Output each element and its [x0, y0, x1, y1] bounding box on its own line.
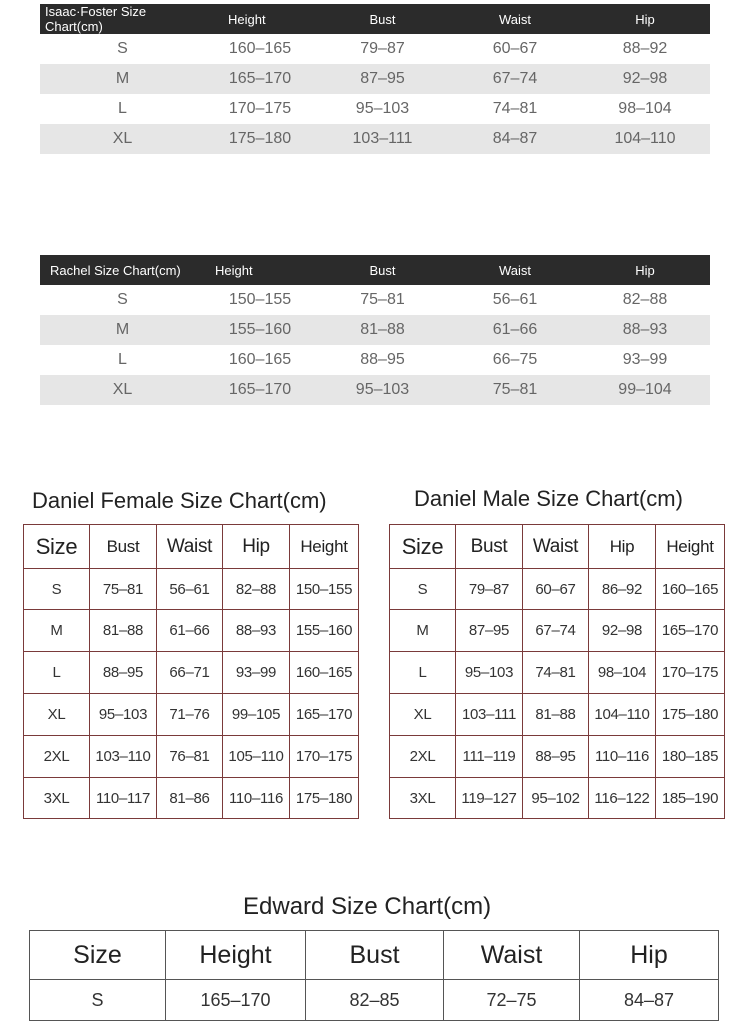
table-cell: 3XL	[24, 778, 90, 819]
table-cell: 88–95	[360, 351, 405, 368]
table-cell: 110–116	[223, 778, 290, 819]
column-header: Size	[30, 931, 166, 980]
daniel-female-title: Daniel Female Size Chart(cm)	[32, 488, 327, 513]
table-cell: 93–99	[622, 351, 668, 368]
table-cell: 150–155	[228, 291, 292, 308]
column-header: Bust	[90, 525, 157, 569]
table-cell: 175–180	[205, 124, 315, 154]
table-cell: XL	[24, 694, 90, 736]
table-cell: 60–67	[492, 40, 538, 57]
table-cell: 95–103	[355, 100, 410, 117]
table-cell: S	[30, 980, 166, 1021]
table-row	[390, 736, 725, 778]
column-header: Hip	[589, 525, 656, 569]
table-row	[390, 778, 725, 819]
table-cell: M	[40, 315, 205, 345]
table-cell: 82–88	[622, 291, 668, 308]
table-row	[40, 345, 710, 375]
table-cell: 165–170	[656, 610, 725, 652]
table-cell: 74–81	[523, 652, 589, 694]
column-header: Bust	[456, 525, 523, 569]
table-row	[390, 652, 725, 694]
table-cell: XL	[40, 124, 205, 154]
table-cell: 88–95	[523, 736, 589, 778]
column-header: Hip	[580, 931, 719, 980]
table-cell: 95–103	[315, 375, 450, 405]
table-cell: 98–104	[618, 100, 672, 117]
table-cell: L	[24, 652, 90, 694]
table-cell: 56–61	[157, 569, 223, 610]
table-row	[24, 736, 359, 778]
table-cell: 170–175	[656, 652, 725, 694]
column-header: Waist	[523, 525, 589, 569]
table-cell: 93–99	[223, 652, 290, 694]
column-header: Hip	[580, 255, 710, 285]
table-cell: XL	[40, 375, 205, 405]
table-cell: 67–74	[450, 64, 580, 94]
table-cell: S	[390, 569, 456, 610]
table-row	[24, 778, 359, 819]
table-cell: 67–74	[523, 610, 589, 652]
table-cell: 95–102	[523, 778, 589, 819]
table-cell: M	[24, 610, 90, 652]
table-cell: 119–127	[456, 778, 523, 819]
table-cell: 86–92	[589, 569, 656, 610]
column-header: Bust	[306, 931, 444, 980]
table-cell: 61–66	[157, 610, 223, 652]
column-header: Height	[166, 931, 306, 980]
table-cell: L	[118, 100, 127, 117]
table-row	[390, 569, 725, 610]
table-cell: 116–122	[589, 778, 656, 819]
table-cell: 82–88	[223, 569, 290, 610]
table-cell: 103–110	[90, 736, 157, 778]
table-cell: 81–88	[90, 610, 157, 652]
table-row	[40, 315, 710, 345]
table-cell: 2XL	[24, 736, 90, 778]
table-cell: 61–66	[450, 315, 580, 345]
table-cell: S	[117, 40, 128, 57]
table-cell: 160–165	[290, 652, 359, 694]
column-header: Height	[290, 525, 359, 569]
table-cell: 155–160	[290, 610, 359, 652]
table-cell: 160–165	[228, 40, 292, 57]
table-cell: 92–98	[589, 610, 656, 652]
table-row	[30, 980, 719, 1021]
edward-size-table	[29, 930, 719, 1021]
table-cell: 150–155	[290, 569, 359, 610]
table-cell: 99–104	[580, 375, 710, 405]
column-header: Hip	[580, 4, 710, 34]
table-header-row	[40, 255, 710, 285]
table-row	[40, 64, 710, 94]
table-row	[24, 569, 359, 610]
table-row	[390, 610, 725, 652]
table-header-row	[40, 4, 710, 34]
table-cell: 170–175	[290, 736, 359, 778]
column-header: Size	[390, 525, 456, 569]
table-cell: 103–111	[456, 694, 523, 736]
column-header: Height	[205, 4, 315, 34]
table-cell: 111–119	[456, 736, 523, 778]
table-cell: 95–103	[90, 694, 157, 736]
rachel-size-table	[40, 255, 710, 405]
column-header: Isaac·Foster Size Chart(cm)	[40, 4, 205, 34]
table-cell: 180–185	[656, 736, 725, 778]
table-row	[40, 124, 710, 154]
table-row	[24, 694, 359, 736]
table-cell: 84–87	[580, 980, 719, 1021]
column-header: Bust	[315, 4, 450, 34]
table-header-row	[24, 525, 359, 569]
table-header-row	[30, 931, 719, 980]
edward-title: Edward Size Chart(cm)	[243, 893, 492, 920]
table-header-row	[390, 525, 725, 569]
table-cell: M	[40, 64, 205, 94]
daniel-male-title: Daniel Male Size Chart(cm)	[414, 486, 683, 511]
table-cell: L	[390, 652, 456, 694]
table-cell: 99–105	[223, 694, 290, 736]
table-cell: 98–104	[589, 652, 656, 694]
table-cell: 185–190	[656, 778, 725, 819]
table-cell: 75–81	[450, 375, 580, 405]
table-row	[24, 652, 359, 694]
table-cell: 82–85	[306, 980, 444, 1021]
table-cell: L	[118, 351, 127, 368]
table-row	[40, 375, 710, 405]
column-header: Waist	[157, 525, 223, 569]
table-cell: 88–93	[223, 610, 290, 652]
table-cell: 110–117	[90, 778, 157, 819]
table-cell: 75–81	[360, 291, 405, 308]
table-cell: 88–92	[622, 40, 668, 57]
table-row	[40, 285, 710, 315]
isaac-size-table	[40, 4, 710, 154]
table-cell: 71–76	[157, 694, 223, 736]
table-cell: 88–95	[90, 652, 157, 694]
table-cell: 72–75	[444, 980, 580, 1021]
table-cell: 105–110	[223, 736, 290, 778]
column-header: Size	[24, 525, 90, 569]
table-row	[40, 34, 710, 64]
table-cell: XL	[390, 694, 456, 736]
table-cell: 103–111	[315, 124, 450, 154]
table-cell: 81–86	[157, 778, 223, 819]
table-cell: 56–61	[492, 291, 538, 308]
table-cell: 160–165	[656, 569, 725, 610]
table-cell: 104–110	[580, 124, 710, 154]
table-cell: 2XL	[390, 736, 456, 778]
table-cell: 75–81	[90, 569, 157, 610]
table-cell: 81–88	[315, 315, 450, 345]
table-cell: 74–81	[492, 100, 538, 117]
column-header: Height	[205, 255, 315, 285]
table-cell: 87–95	[315, 64, 450, 94]
table-cell: 95–103	[456, 652, 523, 694]
table-cell: 160–165	[228, 351, 292, 368]
daniel-female-size-table	[23, 524, 359, 819]
table-cell: 3XL	[390, 778, 456, 819]
column-header: Height	[656, 525, 725, 569]
daniel-male-size-table	[389, 524, 725, 819]
column-header: Waist	[444, 931, 580, 980]
column-header: Hip	[223, 525, 290, 569]
table-row	[24, 610, 359, 652]
table-cell: 104–110	[589, 694, 656, 736]
table-cell: 175–180	[656, 694, 725, 736]
table-cell: 170–175	[228, 100, 292, 117]
table-cell: 165–170	[290, 694, 359, 736]
table-cell: 165–170	[166, 980, 306, 1021]
table-cell: 66–75	[492, 351, 538, 368]
table-cell: 88–93	[580, 315, 710, 345]
table-cell: 79–87	[456, 569, 523, 610]
table-cell: 81–88	[523, 694, 589, 736]
table-row	[40, 94, 710, 124]
table-cell: 175–180	[290, 778, 359, 819]
column-header: Rachel Size Chart(cm)	[40, 255, 205, 285]
table-cell: 165–170	[205, 64, 315, 94]
column-header: Waist	[450, 4, 580, 34]
table-cell: 92–98	[580, 64, 710, 94]
table-cell: 79–87	[360, 40, 405, 57]
table-cell: 110–116	[589, 736, 656, 778]
table-cell: 165–170	[205, 375, 315, 405]
column-header: Waist	[450, 255, 580, 285]
table-cell: 84–87	[450, 124, 580, 154]
table-cell: 66–71	[157, 652, 223, 694]
table-row	[390, 694, 725, 736]
column-header: Bust	[315, 255, 450, 285]
table-cell: 155–160	[205, 315, 315, 345]
table-cell: 76–81	[157, 736, 223, 778]
table-cell: 87–95	[456, 610, 523, 652]
table-cell: M	[390, 610, 456, 652]
table-cell: 60–67	[523, 569, 589, 610]
table-cell: S	[24, 569, 90, 610]
table-cell: S	[117, 291, 128, 308]
